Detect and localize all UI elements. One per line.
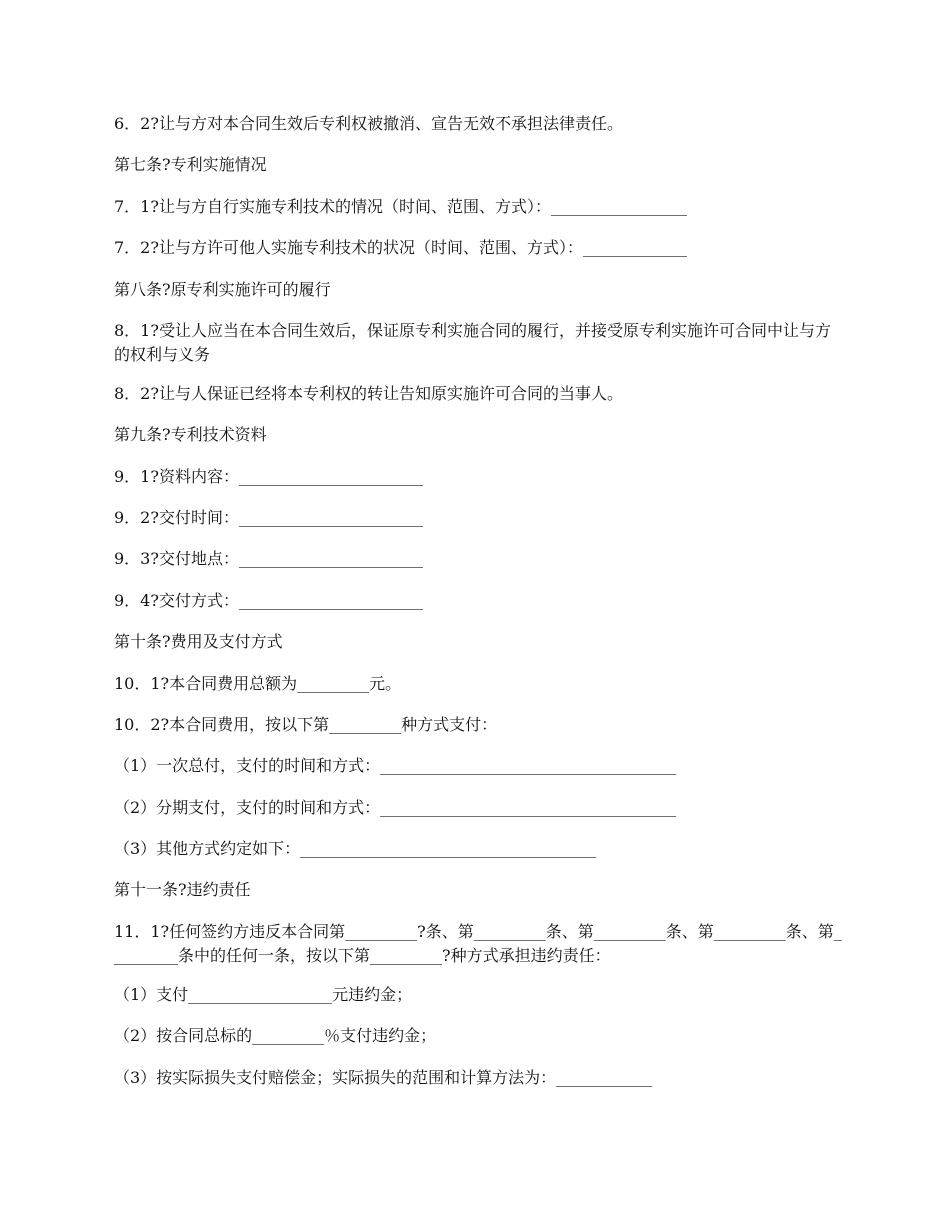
article-9-heading: 第九条?专利技术资料 [114,425,267,444]
article-8-heading: 第八条?原专利实施许可的履行 [114,280,331,299]
article-7-heading: 第七条?专利实施情况 [114,155,267,174]
clause-8-1: 8．1?受让人应当在本合同生效后，保证原专利实施合同的履行，并接受原专利实施许可合同中让与方的权利与义务 [114,321,831,364]
payment-option-2: （2）分期支付，支付的时间和方式：_____________________________________ [114,798,677,817]
clause-10-1: 10．1?本合同费用总额为_________元。 [114,674,402,693]
payment-option-3: （3）其他方式约定如下：_____________________________________ [114,839,597,858]
penalty-option-1: （1）支付__________________元违约金； [114,985,413,1004]
penalty-option-2: （2）按合同总标的_________％支付违约金； [114,1026,437,1045]
clause-7-2: 7．2?让与方许可他人实施专利技术的状况（时间、范围、方式）：_____________ [114,238,687,257]
article-11-heading: 第十一条?违约责任 [114,880,251,899]
clause-9-1: 9．1?资料内容：_______________________ [114,467,423,486]
clause-9-4: 9．4?交付方式：_______________________ [114,591,423,610]
clause-9-3: 9．3?交付地点：_______________________ [114,549,423,568]
payment-option-1: （1）一次总付，支付的时间和方式：_____________________________________ [114,756,677,775]
penalty-option-3: （3）按实际损失支付赔偿金；实际损失的范围和计算方法为：____________ [114,1068,653,1087]
clause-10-2: 10．2?本合同费用，按以下第_________种方式支付： [114,715,498,734]
clause-11-1: 11．1?任何签约方违反本合同第_________?条、第_________条、第_________条、第_________条、第_________条中的任何一条，按以下第_________?种方式承担违约责任： [114,922,842,965]
clause-8-2: 8．2?让与人保证已经将本专利权的转让告知原实施许可合同的当事人。 [114,384,623,403]
clause-7-1: 7．1?让与方自行实施专利技术的情况（时间、范围、方式）：_________________ [114,197,687,216]
clause-6-2: 6．2?让与方对本合同生效后专利权被撤消、宣告无效不承担法律责任。 [114,114,623,133]
article-10-heading: 第十条?费用及支付方式 [114,632,283,651]
clause-9-2: 9．2?交付时间：_______________________ [114,508,423,527]
